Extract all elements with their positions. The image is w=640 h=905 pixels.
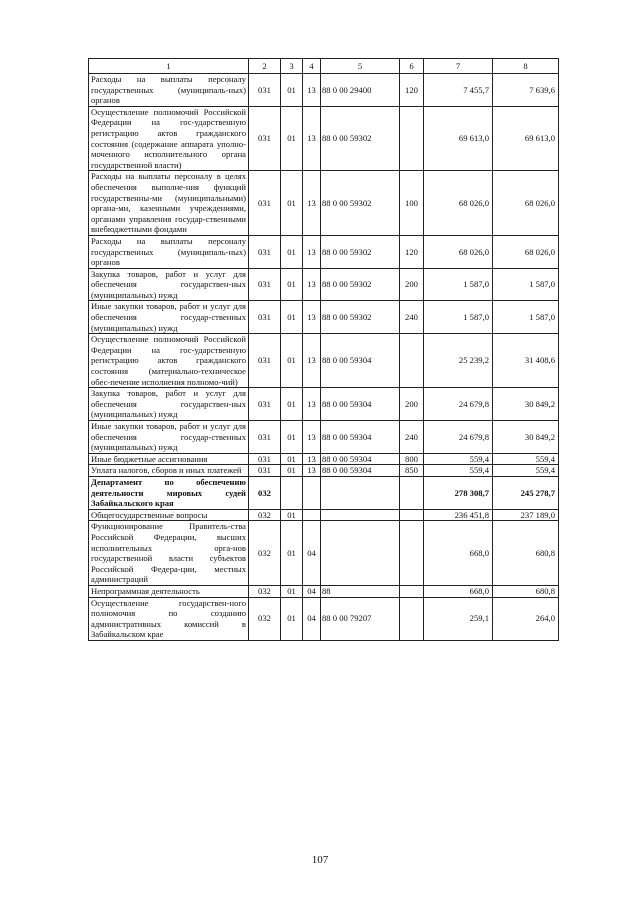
target-article-cell: 88 0 00 59302 <box>321 106 400 171</box>
expense-type-cell: 120 <box>400 74 424 107</box>
amount-year2-cell: 1 587,0 <box>493 268 559 301</box>
row-name-cell: Департамент по обеспечению деятельности мировых судей Забайкальского края <box>89 476 249 509</box>
amount-year1-cell: 278 308,7 <box>424 476 493 509</box>
subsection-cell: 13 <box>303 453 321 465</box>
row-name-cell: Иные бюджетные ассигнования <box>89 453 249 465</box>
expense-type-cell: 240 <box>400 421 424 454</box>
row-name-cell: Осуществление полномочий Российской Федерации на гос-ударственную регистрацию актов гражданского состояния (содержание аппарата уполно-моченного исполнительного органа государственной власти) <box>89 106 249 171</box>
target-article-cell: 88 <box>321 585 400 597</box>
expense-type-cell <box>400 521 424 586</box>
header-cell: 8 <box>493 59 559 74</box>
table-row <box>89 301 559 334</box>
subsection-cell: 13 <box>303 421 321 454</box>
amount-year1-cell: 7 455,7 <box>424 74 493 107</box>
amount-year1-cell: 668,0 <box>424 521 493 586</box>
amount-year1-cell: 559,4 <box>424 465 493 477</box>
code-cell: 032 <box>249 509 281 521</box>
amount-year1-cell: 236 451,8 <box>424 509 493 521</box>
table-row <box>89 235 559 268</box>
target-article-cell: 88 0 00 59302 <box>321 268 400 301</box>
row-name-cell: Расходы на выплаты персоналу государственных (муниципаль-ных) органов <box>89 74 249 107</box>
section-cell: 01 <box>281 453 303 465</box>
header-cell: 4 <box>303 59 321 74</box>
subsection-cell: 13 <box>303 334 321 388</box>
code-cell: 032 <box>249 585 281 597</box>
budget-table-container <box>88 58 559 641</box>
code-cell: 031 <box>249 465 281 477</box>
header-cell: 6 <box>400 59 424 74</box>
expense-type-cell: 800 <box>400 453 424 465</box>
amount-year1-cell: 1 587,0 <box>424 301 493 334</box>
amount-year2-cell: 30 849,2 <box>493 421 559 454</box>
code-cell: 031 <box>249 74 281 107</box>
amount-year2-cell: 68 026,0 <box>493 235 559 268</box>
amount-year2-cell: 237 189,0 <box>493 509 559 521</box>
target-article-cell: 88 0 00 59304 <box>321 465 400 477</box>
expense-type-cell: 100 <box>400 171 424 236</box>
code-cell: 032 <box>249 521 281 586</box>
subsection-cell: 13 <box>303 235 321 268</box>
subsection-cell: 13 <box>303 268 321 301</box>
table-row <box>89 388 559 421</box>
expense-type-cell <box>400 106 424 171</box>
amount-year1-cell: 68 026,0 <box>424 171 493 236</box>
expense-type-cell <box>400 334 424 388</box>
header-cell: 7 <box>424 59 493 74</box>
section-cell: 01 <box>281 268 303 301</box>
amount-year1-cell: 25 239,2 <box>424 334 493 388</box>
target-article-cell: 88 0 00 59304 <box>321 334 400 388</box>
section-cell <box>281 476 303 509</box>
section-cell: 01 <box>281 509 303 521</box>
row-name-cell: Закупка товаров, работ и услуг для обеспечения государствен-ных (муниципальных) нужд <box>89 268 249 301</box>
amount-year1-cell: 24 679,8 <box>424 421 493 454</box>
budget-table <box>88 58 559 641</box>
header-row <box>89 59 559 74</box>
row-name-cell: Иные закупки товаров, работ и услуг для обеспечения государ-ственных (муниципальных) нужд <box>89 301 249 334</box>
section-cell: 01 <box>281 585 303 597</box>
section-cell: 01 <box>281 171 303 236</box>
amount-year2-cell: 31 408,6 <box>493 334 559 388</box>
target-article-cell: 88 0 00 59304 <box>321 453 400 465</box>
header-cell: 5 <box>321 59 400 74</box>
page-number: 107 <box>311 854 329 866</box>
amount-year2-cell: 264,0 <box>493 597 559 640</box>
table-row <box>89 268 559 301</box>
row-name-cell: Функционирование Правитель-ства Российской Федерации, высших исполнительных орга-нов государственной власти субъектов Российской Федера-ции, местных администраций <box>89 521 249 586</box>
table-row <box>89 465 559 477</box>
row-name-cell: Общегосударственные вопросы <box>89 509 249 521</box>
expense-type-cell: 200 <box>400 268 424 301</box>
target-article-cell: 88 0 00 79207 <box>321 597 400 640</box>
section-cell: 01 <box>281 106 303 171</box>
table-row <box>89 453 559 465</box>
subsection-cell <box>303 509 321 521</box>
code-cell: 031 <box>249 334 281 388</box>
subsection-cell: 13 <box>303 171 321 236</box>
target-article-cell: 88 0 00 59304 <box>321 388 400 421</box>
expense-type-cell <box>400 597 424 640</box>
amount-year1-cell: 24 679,8 <box>424 388 493 421</box>
amount-year2-cell: 245 278,7 <box>493 476 559 509</box>
amount-year1-cell: 668,0 <box>424 585 493 597</box>
amount-year2-cell: 30 849,2 <box>493 388 559 421</box>
section-cell: 01 <box>281 235 303 268</box>
subsection-cell: 13 <box>303 74 321 107</box>
target-article-cell <box>321 476 400 509</box>
table-row <box>89 74 559 107</box>
row-name-cell: Иные закупки товаров, работ и услуг для обеспечения государ-ственных (муниципальных) нужд <box>89 421 249 454</box>
amount-year2-cell: 559,4 <box>493 465 559 477</box>
amount-year2-cell: 68 026,0 <box>493 171 559 236</box>
amount-year1-cell: 68 026,0 <box>424 235 493 268</box>
expense-type-cell: 120 <box>400 235 424 268</box>
section-cell: 01 <box>281 465 303 477</box>
expense-type-cell: 850 <box>400 465 424 477</box>
table-row <box>89 476 559 509</box>
expense-type-cell <box>400 476 424 509</box>
amount-year2-cell: 680,8 <box>493 585 559 597</box>
table-row <box>89 509 559 521</box>
table-row <box>89 106 559 171</box>
amount-year2-cell: 69 613,0 <box>493 106 559 171</box>
expense-type-cell <box>400 509 424 521</box>
section-cell: 01 <box>281 597 303 640</box>
target-article-cell: 88 0 00 59304 <box>321 421 400 454</box>
subsection-cell: 04 <box>303 521 321 586</box>
row-name-cell: Осуществление государствен-ного полномочия по созданию административных комиссий в Забайкальском крае <box>89 597 249 640</box>
target-article-cell: 88 0 00 59302 <box>321 301 400 334</box>
subsection-cell: 13 <box>303 301 321 334</box>
subsection-cell: 13 <box>303 465 321 477</box>
expense-type-cell: 200 <box>400 388 424 421</box>
row-name-cell: Закупка товаров, работ и услуг для обеспечения государствен-ных (муниципальных) нужд <box>89 388 249 421</box>
amount-year2-cell: 680,8 <box>493 521 559 586</box>
code-cell: 031 <box>249 268 281 301</box>
amount-year2-cell: 559,4 <box>493 453 559 465</box>
code-cell: 031 <box>249 106 281 171</box>
target-article-cell: 88 0 00 59302 <box>321 235 400 268</box>
code-cell: 031 <box>249 301 281 334</box>
table-row <box>89 171 559 236</box>
row-name-cell: Уплата налогов, сборов и иных платежей <box>89 465 249 477</box>
section-cell: 01 <box>281 388 303 421</box>
code-cell: 032 <box>249 597 281 640</box>
code-cell: 032 <box>249 476 281 509</box>
amount-year1-cell: 1 587,0 <box>424 268 493 301</box>
subsection-cell: 04 <box>303 585 321 597</box>
code-cell: 031 <box>249 453 281 465</box>
table-row <box>89 521 559 586</box>
table-row <box>89 597 559 640</box>
code-cell: 031 <box>249 388 281 421</box>
code-cell: 031 <box>249 171 281 236</box>
section-cell: 01 <box>281 334 303 388</box>
section-cell: 01 <box>281 301 303 334</box>
section-cell: 01 <box>281 421 303 454</box>
row-name-cell: Осуществление полномочий Российской Федерации на гос-ударственную регистрацию актов гражданского состояния (материально-техническое обес-печение исполнения полномо-чий) <box>89 334 249 388</box>
code-cell: 031 <box>249 421 281 454</box>
amount-year1-cell: 69 613,0 <box>424 106 493 171</box>
table-row <box>89 334 559 388</box>
subsection-cell <box>303 476 321 509</box>
row-name-cell: Непрограммная деятельность <box>89 585 249 597</box>
amount-year1-cell: 259,1 <box>424 597 493 640</box>
header-cell: 2 <box>249 59 281 74</box>
expense-type-cell <box>400 585 424 597</box>
table-row <box>89 585 559 597</box>
code-cell: 031 <box>249 235 281 268</box>
target-article-cell <box>321 509 400 521</box>
expense-type-cell: 240 <box>400 301 424 334</box>
row-name-cell: Расходы на выплаты персоналу государственных (муниципаль-ных) органов <box>89 235 249 268</box>
subsection-cell: 04 <box>303 597 321 640</box>
header-cell: 1 <box>89 59 249 74</box>
target-article-cell <box>321 521 400 586</box>
target-article-cell: 88 0 00 29400 <box>321 74 400 107</box>
row-name-cell: Расходы на выплаты персоналу в целях обеспечения выполне-ния функций государственны-ми (муниципальными) органа-ми, казенными учреждениями, органами управления государ-ственными внебюджетными фондами <box>89 171 249 236</box>
subsection-cell: 13 <box>303 388 321 421</box>
section-cell: 01 <box>281 521 303 586</box>
target-article-cell: 88 0 00 59302 <box>321 171 400 236</box>
amount-year1-cell: 559,4 <box>424 453 493 465</box>
table-row <box>89 421 559 454</box>
subsection-cell: 13 <box>303 106 321 171</box>
amount-year2-cell: 7 639,6 <box>493 74 559 107</box>
section-cell: 01 <box>281 74 303 107</box>
header-cell: 3 <box>281 59 303 74</box>
amount-year2-cell: 1 587,0 <box>493 301 559 334</box>
